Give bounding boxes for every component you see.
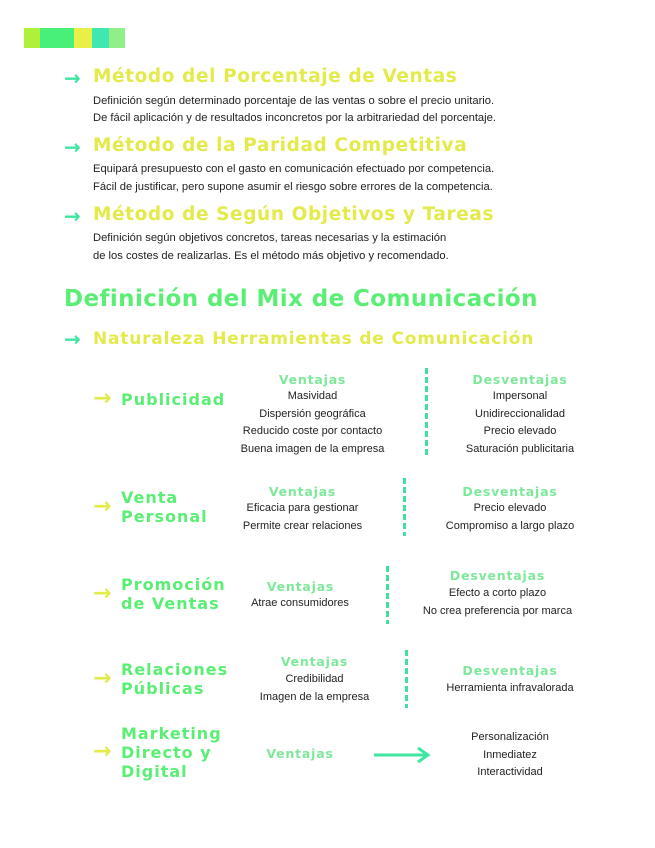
- list-item: Personalización: [471, 731, 549, 743]
- arrow-icon: →: [93, 666, 112, 691]
- ventajas-list: [205, 595, 395, 613]
- section-subheading: Naturaleza Herramientas de Comunicación: [93, 329, 535, 349]
- arrow-icon: →: [64, 66, 81, 90]
- list-item: Saturación publicitaria: [465, 442, 575, 455]
- list-item: Reducido coste por contacto: [242, 425, 383, 437]
- arrow-icon: →: [64, 327, 81, 351]
- list-item: Precio elevado: [473, 502, 547, 514]
- list-item: Impersonal: [492, 390, 548, 402]
- arrow-icon: →: [93, 739, 112, 764]
- divider: [386, 566, 389, 624]
- method-desc-line: Definición según determinado porcentaje de las ventas o sobre el precio unitario.: [93, 95, 495, 107]
- arrow-icon: →: [93, 581, 112, 606]
- method-desc-line: De fácil aplicación y de resultados inconcretos por la arbitrariedad del porcentaje.: [93, 112, 496, 124]
- list-item: Credibilidad: [285, 673, 344, 685]
- ventajas-heading: Ventajas: [266, 579, 335, 594]
- list-item: Interactividad: [477, 766, 543, 778]
- arrow-icon: →: [93, 386, 112, 411]
- ventajas-list: [212, 671, 417, 706]
- list-item: Imagen de la empresa: [259, 690, 370, 703]
- arrow-icon: →: [93, 494, 112, 519]
- swatch-4: [92, 28, 109, 48]
- method-title: Método de Según Objetivos y Tareas: [93, 204, 495, 225]
- swatch-1: [24, 28, 40, 48]
- swatch-5: [109, 28, 125, 48]
- desventajas-heading: Desventajas: [462, 663, 558, 678]
- list-item: Eficacia para gestionar: [246, 502, 359, 514]
- method-desc-line: Fácil de justificar, pero supone asumir el riesgo sobre errores de la competencia.: [93, 181, 493, 193]
- desventajas-heading: Desventajas: [472, 372, 568, 387]
- divider: [405, 650, 408, 708]
- method-desc-line: de los costes de realizarlas. Es el método más objetivo y recomendado.: [93, 250, 449, 262]
- method-desc-line: Definición según objetivos concretos, tareas necesarias y la estimación: [93, 232, 447, 244]
- section-heading: Definición del Mix de Comunicación: [64, 286, 538, 312]
- list-item: Buena imagen de la empresa: [240, 442, 385, 455]
- desventajas-list: [400, 585, 595, 620]
- list-item: No crea preferencia por marca: [422, 604, 573, 617]
- list-item: Efecto a corto plazo: [448, 587, 547, 599]
- list-item: Precio elevado: [483, 425, 557, 437]
- arrow-icon: →: [64, 135, 81, 159]
- tool-name: Marketing Directo y Digital: [121, 724, 222, 781]
- ventajas-list: [440, 729, 580, 782]
- method-desc-line: Equipará presupuesto con el gasto en comunicación efectuado por competencia.: [93, 163, 495, 175]
- desventajas-heading: Desventajas: [462, 484, 558, 499]
- list-item: Inmediatez: [483, 748, 537, 761]
- list-item: Permite crear relaciones: [242, 519, 363, 532]
- desventajas-list: [420, 500, 600, 535]
- method-title: Método del Porcentaje de Ventas: [93, 66, 458, 87]
- desventajas-list: [420, 680, 600, 698]
- arrow-icon: →: [64, 204, 81, 228]
- list-item: Unidireccionalidad: [475, 407, 565, 420]
- tool-name: Venta Personal: [121, 488, 208, 526]
- swatch-3: [74, 28, 92, 48]
- list-item: Compromiso a largo plazo: [445, 519, 575, 532]
- desventajas-heading: Desventajas: [449, 568, 546, 583]
- list-item: Atrae consumidores: [251, 597, 349, 609]
- desventajas-list: [440, 388, 600, 458]
- tool-name: Relaciones Públicas: [121, 660, 229, 698]
- divider: [403, 478, 406, 536]
- tool-name: Publicidad: [121, 390, 226, 409]
- list-item: Dispersión geográfica: [259, 407, 366, 420]
- long-arrow-icon: [372, 745, 434, 765]
- ventajas-heading: Ventajas: [266, 746, 334, 761]
- ventajas-list: [200, 500, 405, 535]
- list-item: Masividad: [287, 390, 338, 402]
- method-title: Método de la Paridad Competitiva: [93, 135, 468, 156]
- ventajas-heading: Ventajas: [268, 484, 337, 499]
- tool-name: Promoción de Ventas: [121, 575, 226, 613]
- ventajas-list: [210, 388, 415, 458]
- list-item: Herramienta infravalorada: [446, 682, 574, 694]
- ventajas-heading: Ventajas: [278, 372, 347, 387]
- swatch-2: [40, 28, 74, 48]
- ventajas-heading: Ventajas: [280, 654, 349, 669]
- divider: [425, 368, 428, 458]
